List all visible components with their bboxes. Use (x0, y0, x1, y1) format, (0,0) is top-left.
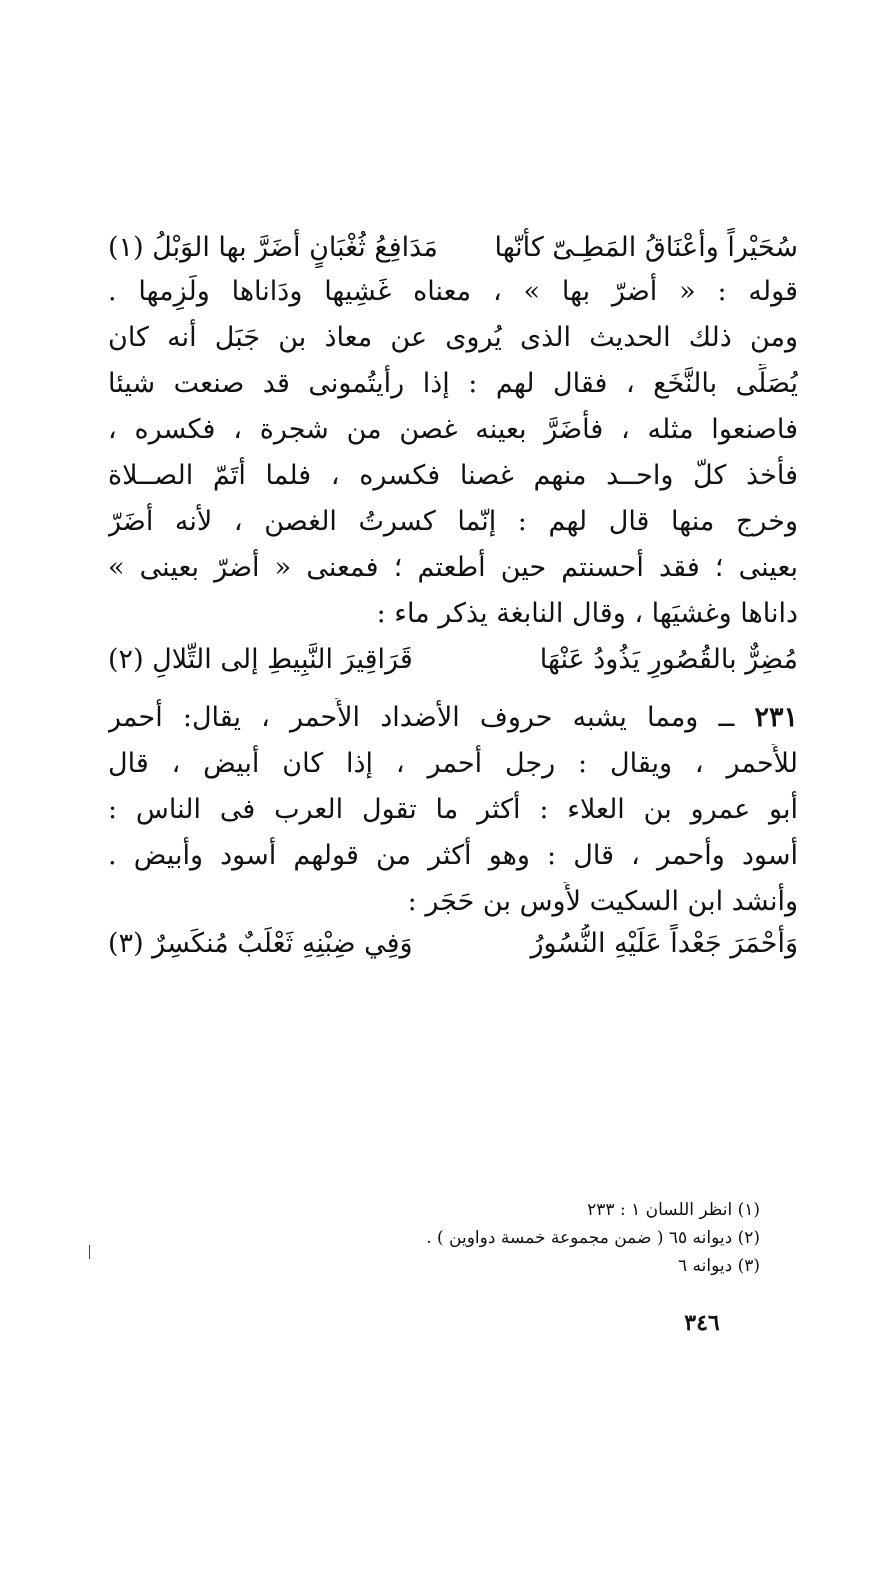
margin-mark (89, 1245, 90, 1259)
page-number: ٣٤٦ (684, 1310, 720, 1336)
entry-number: ٢٣١ (754, 702, 798, 733)
footnotes (340, 1196, 760, 1280)
text-line: وأَنشد ابن السكيت لأَوس بن حَجَر : (407, 886, 798, 917)
text-line: بعينى ؛ فقد أحسنتم حين أطعتم ؛ فمعنى « أضرّ بعينى » (108, 552, 798, 583)
verse-1-second-hemistich: مَدَافِعُ ثُغْبَانٍ أضَرَّ بها الوَبْلُ (١) (108, 232, 438, 263)
verse-3-second-hemistich: وَفِي ضِبْنِهِ ثَعْلَبٌ مُنكَسِرٌ (٣) (108, 928, 413, 959)
footnote-3: (٣) ديوانه ٦ (677, 1256, 760, 1276)
text-line: وخرج منها قال لهم : إنّما كسرتُ الغصن ، لأنه أَضَرّ (108, 506, 798, 537)
entry-text: ــ ومما يشبه حروف الأضداد الأَحمر ، يقال: أحمر (108, 702, 735, 733)
footnote-1: (١) انظر اللسان ١ : ٢٣٣ (587, 1200, 760, 1220)
text-line: فاصنعوا مثله ، فأَضَرَّ بعينه غصن من شجرة ، فكسره ، (108, 414, 798, 445)
footnote-2: (٢) ديوانه ٦٥ ( ضمن مجموعة خمسة دواوين ) . (426, 1228, 760, 1248)
verse-line-3 (108, 924, 798, 964)
text-line: داناها وغشيَها ، وقال النابغة يذكر ماء : (376, 598, 798, 629)
numbered-paragraph-start (108, 698, 798, 738)
verse-line-2 (108, 640, 798, 680)
text-line: قوله : « أَضرّ بها » ، معناه غَشِيها ودَاناها ولَزِمها . (108, 276, 798, 307)
text-line: فأَخذ كلّ واحــد منهم غصنا فكسره ، فلما أَتَمّ الصــلاة (108, 460, 798, 491)
text-line: أَبو عمرو بن العلاء : أَكثر ما تقول العرب فى الناس : (108, 794, 798, 825)
text-line: للأَحمر ، ويقال : رجل أَحمر ، إذا كان أَبيض ، قال (108, 748, 798, 779)
text-line: أَسود وأَحمر ، قال : وهو أَكثر من قولهم أَسود وأَبيض . (108, 840, 798, 871)
verse-3-first-hemistich: وَأَحْمَرَ جَعْداً عَلَيْهِ النُّسُورُ (530, 928, 798, 959)
main-text (108, 228, 798, 964)
text-line: يُصَلِّى بالنَّخَع ، فقال لهم : إذا رأيتُمونى قد صنعت شيئا (108, 368, 798, 399)
verse-2-second-hemistich: قَرَاقِيرَ النَّبِيطِ إلى التِّلالِ (٢) (108, 644, 413, 675)
verse-1-first-hemistich: سُحَيْراً وأعْنَاقُ المَطِـىّ كأنّها (494, 232, 798, 263)
text-line: ومن ذلك الحديث الذى يُروى عن معاذ بن جَبَل أنه كان (108, 322, 798, 353)
verse-line-1 (108, 228, 798, 268)
verse-2-first-hemistich: مُضِرٌّ بالقُصُورِ يَذُودُ عَنْهَا (539, 644, 798, 675)
